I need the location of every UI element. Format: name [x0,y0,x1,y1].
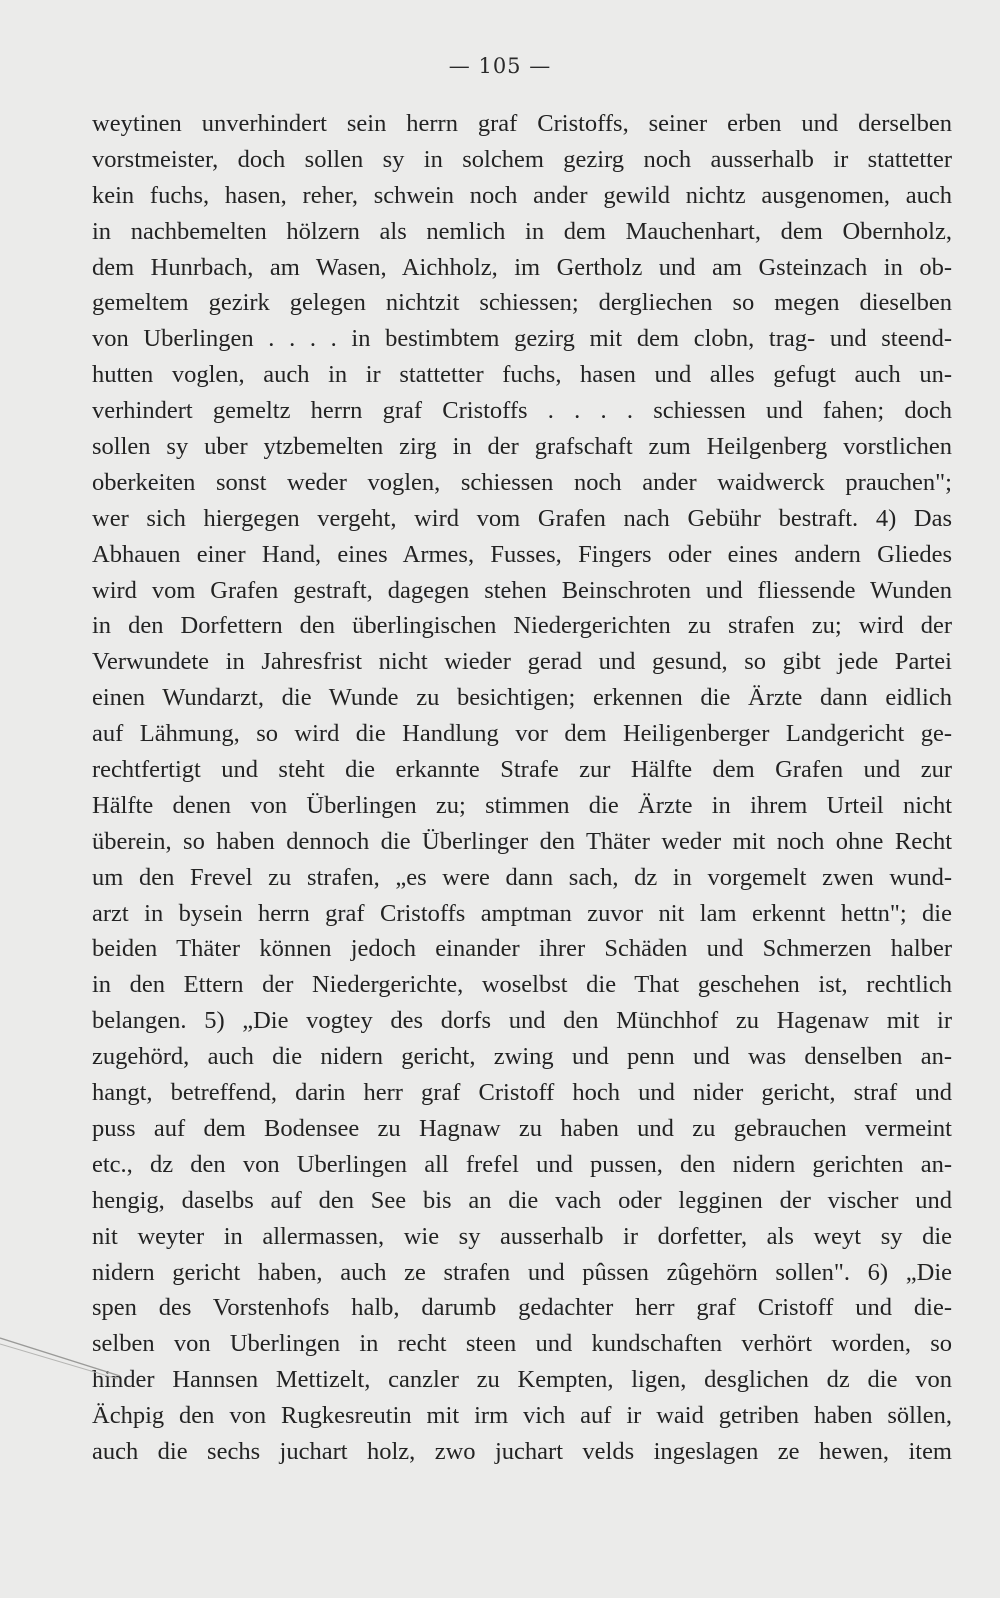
text-line: zugehörd, auch die nidern gericht, zwing und penn und was denselben an- [92,1043,952,1071]
text-line: in nachbemelten hölzern als nemlich in dem Mauchenhart, dem Obernholz, [92,217,952,245]
text-line: hangt, betreffend, darin herr graf Cristoff hoch und nider gericht, straf und [92,1079,952,1107]
text-line: hengig, daselbs auf den See bis an die vach oder legginen der vischer und [92,1186,952,1214]
text-line: nidern gericht haben, auch ze strafen und pûssen zûgehörn sollen". 6) „Die [92,1258,952,1286]
text-line: auch die sechs juchart holz, zwo juchart velds ingeslagen ze hewen, item [92,1437,952,1465]
text-line: belangen. 5) „Die vogtey des dorfs und den Münchhof zu Hagenaw mit ir [92,1007,952,1035]
text-line: vorstmeister, doch sollen sy in solchem gezirg noch ausserhalb ir stattetter [92,145,952,173]
page-fold-mark [0,1334,140,1384]
text-line: etc., dz den von Uberlingen all frefel und pussen, den nidern gerichten an- [92,1150,952,1178]
body-text [92,106,952,1470]
text-line: überein, so haben dennoch die Überlinger den Thäter weder mit noch ohne Recht [92,827,952,855]
text-line: Verwundete in Jahresfrist nicht wieder gerad und gesund, so gibt jede Partei [92,648,952,676]
text-line: kein fuchs, hasen, reher, schwein noch ander gewild nichtz ausgenomen, auch [92,181,952,209]
text-line: selben von Uberlingen in recht steen und kundschaften verhört worden, so [92,1330,952,1358]
text-line: hutten voglen, auch in ir stattetter fuchs, hasen und alles gefugt auch un- [92,361,952,389]
text-line: nit weyter in allermassen, wie sy ausserhalb ir dorfetter, als weyt sy die [92,1222,952,1250]
text-line: puss auf dem Bodensee zu Hagnaw zu haben und zu gebrauchen vermeint [92,1114,952,1142]
text-line: sollen sy uber ytzbemelten zirg in der grafschaft zum Heilgenberg vorstlichen [92,433,952,461]
text-line: spen des Vorstenhofs halb, darumb gedachter herr graf Cristoff und die- [92,1294,952,1322]
text-line: Hälfte denen von Überlingen zu; stimmen die Ärzte in ihrem Urteil nicht [92,791,952,819]
text-line: beiden Thäter können jedoch einander ihrer Schäden und Schmerzen halber [92,935,952,963]
text-line: dem Hunrbach, am Wasen, Aichholz, im Gertholz und am Gsteinzach in ob- [92,253,952,281]
text-line: oberkeiten sonst weder voglen, schiessen noch ander waidwerck prauchen"; [92,468,952,496]
text-line: verhindert gemeltz herrn graf Cristoffs . . . . schiessen und fahen; doch [92,397,952,425]
text-line: wer sich hiergegen vergeht, wird vom Grafen nach Gebühr bestraft. 4) Das [92,504,952,532]
text-line: arzt in bysein herrn graf Cristoffs amptman zuvor nit lam erkennt hettn"; die [92,899,952,927]
text-line: weytinen unverhindert sein herrn graf Cristoffs, seiner erben und derselben [92,110,952,137]
text-line: um den Frevel zu strafen, „es were dann sach, dz in vorgemelt zwen wund- [92,863,952,891]
text-line: Ächpig den von Rugkesreutin mit irm vich auf ir waid getriben haben söllen, [92,1402,952,1430]
text-line: wird vom Grafen gestraft, dagegen stehen Beinschroten und fliessende Wunden [92,576,952,604]
text-line: auf Lähmung, so wird die Handlung vor dem Heiligenberger Landgericht ge- [92,720,952,748]
text-line: einen Wundarzt, die Wunde zu besichtigen; erkennen die Ärzte dann eidlich [92,684,952,712]
text-line: von Uberlingen . . . . in bestimbtem gezirg mit dem clobn, trag- und steend- [92,325,952,353]
text-line: Abhauen einer Hand, eines Armes, Fusses, Fingers oder eines andern Gliedes [92,540,952,568]
text-line: rechtfertigt und steht die erkannte Strafe zur Hälfte dem Grafen und zur [92,756,952,784]
text-line: gemeltem gezirk gelegen nichtzit schiessen; dergliechen so megen dieselben [92,289,952,317]
text-line: hinder Hannsen Mettizelt, canzler zu Kempten, ligen, desglichen dz die von [92,1366,952,1394]
text-line: in den Dorfettern den überlingischen Niedergerichten zu strafen zu; wird der [92,612,952,640]
page-number: — 105 — [448,54,552,78]
text-line: in den Ettern der Niedergerichte, woselbst die That geschehen ist, rechtlich [92,971,952,999]
